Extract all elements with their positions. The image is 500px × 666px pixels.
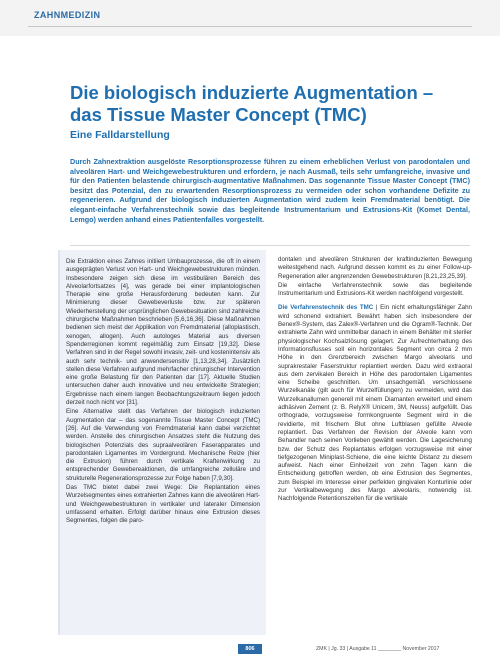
right-intro-2: Die einfache Verfahrenstechnik sowie das begleitende Instrumentarium und Extrusions-Kit werden nachfolgend vorgestellt. bbox=[278, 281, 472, 298]
right-intro: dontalen und alveolären Strukturen der kraftinduzierten Bewegung weitestgehend nach. Aufgrund dessen kommt es zu einer Follow-up-Regeneration aller angrenzenden Gewebestrukturen [8,21,23,25,39]. bbox=[278, 256, 472, 280]
header-divider bbox=[28, 26, 472, 27]
right-section bbox=[278, 304, 472, 503]
page-footer bbox=[0, 644, 500, 660]
section-subhead: Die Verfahrenstechnik des TMC bbox=[278, 304, 374, 312]
article-abstract: Durch Zahnextraktion ausgelöste Resorptionsprozesse führen zu einem erheblichen Verlust von parodontalen und alveolären Hart- und Weichgewebestrukturen und erfordern, je nach Ausmaß, teils sehr umfangreiche, invasive und für den Patienten belastende chirurgisch-augmentative Maßnahmen. Das sogenannte Tissue Master Concept (TMC) besitzt das Potenzial, den zu erwartenden Resorptionsprozess zu vermeiden oder schon vorhandene Defizite zu regenerieren. Aufgrund der biologisch induzierten Augmentation wird zudem kein Fremdmaterial benötigt. Die elegant-einfache Verfahrenstechnik sowie das begleitende Instrumentarium und Extrusions-Kit (Komet Dental, Lemgo) werden anhand eines Patientenfalles vorgestellt. bbox=[70, 157, 470, 224]
section-label: ZAHNMEDIZIN bbox=[34, 10, 101, 20]
right-body: Ein nicht erhaltungsfähiger Zahn wird schonend extrahiert. Bewährt haben sich insbesondere der Benex®-System, das Zalex®-Verfahren und die Ogram®-Technik. Der extrahierte Zahn wird unmittelbar danach in einem Behälter mit steriler physiologischer Kochsalzlösung gelagert. Zur Aufrechterhaltung des Informationsflusses soll ein horizontales Segment von circa 2 mm Höhe in den Grenzbereich zwischen Margo alveolaris und suprakrestaler Faserstruktur replantiert werden. Dazu wird extraoral aus dem zervikalen Bereich in Höhe des parodontalen Ligamentes eine Scheibe geschnitten. Um unsachgemäß verschlossene Wurzelkanäle (gilt auch für Wurzelfüllungen) zu vermeiden, wird das Wurzelkanallumen generell mit einem Diamanten erweitert und einem adhäsiven Zement (z. B. RelyX® Unicem, 3M, Neuss) aufgefüllt. Das orthograde, vorzugsweise formkongruente Segment wird in die revidierte, mit frischem Blut ohne Luftblasen gefüllte Alveole replantiert. Das Verfahren der Revision der Alveole kann vom Behandler nach seinen Vorlieben gewählt werden. Die Lagesicherung bzw. der Schutz des Replantates erfolgen vorzugsweise mit einer tiefgezogenen Miniplast-Schiene, die eine leichte Distanz zu diesem aufweist. Nach einer Einheilzeit von zehn Tagen kann die Entscheidung getroffen werden, ob eine Extrusion des Segmentes, zum Beispiel im Interesse einer perfekten gingivalen Konturlinie oder zur Vertikalbewegung des Margo alveolaris, notwendig ist. Nachfolgende Retentionszeiten für die vertikale bbox=[278, 304, 472, 503]
journal-info: ZMK | Jg. 33 | Ausgabe 11 ________ November 2017 bbox=[316, 646, 440, 652]
left-paragraph-3: Das TMC bietet dabei zwei Wege: Die Replantation eines Wurzelsegmentes eines extrahierten Zahnes kann die alveolären Hart- und Weichgewebestrukturen in vertikaler und lateraler Dimension umfassend erhalten. Erfolgt darüber hinaus eine Extrusion dieses Segmentes, folgen die paro- bbox=[66, 484, 260, 525]
left-column bbox=[60, 250, 266, 635]
left-paragraph-2: Eine Alternative stellt das Verfahren der biologisch induzierten Augmentation dar – das sogenannte Tissue Master Concept (TMC) [26]. Auf die Verwendung von Fremdmaterial kann dabei verzichtet werden. Anstelle des chirurgischen Ansatzes steht die Nutzung des biologischen Potenzials des supraalveolären Faserapparates und parodontalen Ligamentes im Vordergrund. Mechanische Reize (hier die Extrusion) führen durch vertikale Kraftenwirkung zu entsprechender Gewebereaktionen, die umfangreiche zelluläre und strukturelle Regenerationsprozesse zur Folge haben [7,9,30]. bbox=[66, 408, 260, 482]
article-title: Die biologisch induzierte Augmentation – das Tissue Master Concept (TMC) bbox=[70, 82, 434, 125]
left-paragraph-1: Die Extraktion eines Zahnes initiiert Umbauprozesse, die oft in einem ausgeprägten Verlust von Hart- und Weichgewebestrukturen münden. Insbesondere zeigen sich diese im vestibulären Bereich des Alveolarfortsatzes [4], was gerade bei einer implantologischen Therapie eine große Herausforderung bedeuten kann. Zur Minimierung dieser Gewebeverluste bzw. zur späteren Wiederherstellung der ursprünglichen Gewebesituation sind zahlreiche chirurgische Maßnahmen beschrieben [5,6,16,36]. Diese Maßnahmen bedienen sich meist der Applikation von Fremdmaterial (alloplastisch, xenogen, allogen). Auch autologes Material aus diversen Spenderregionen kommt regelmäßig zum Einsatz [19,32]. Diese Verfahren sind in der Regel sowohl invasiv, zeit- und kostenintensiv als auch sehr technik- und anwendersensitiv [1,13,28,34]. Zusätzlich stellen diese Verfahren aufgrund mehrfacher chirurgischer Intervention eine große Belastung für den Patienten dar [17]. Aktuelle Studien untersuchen daher auch innovative und neu entwickelte Strategien; Ergebnisse nach einem langen Beobachtungszeitraum liegen jedoch derzeit noch nicht vor [31]. bbox=[66, 258, 260, 407]
separator-bar: | bbox=[375, 304, 381, 312]
page-number: 806 bbox=[238, 644, 262, 654]
article-subtitle: Eine Falldarstellung bbox=[70, 129, 170, 141]
right-column bbox=[272, 250, 472, 635]
abstract-divider bbox=[70, 245, 470, 246]
